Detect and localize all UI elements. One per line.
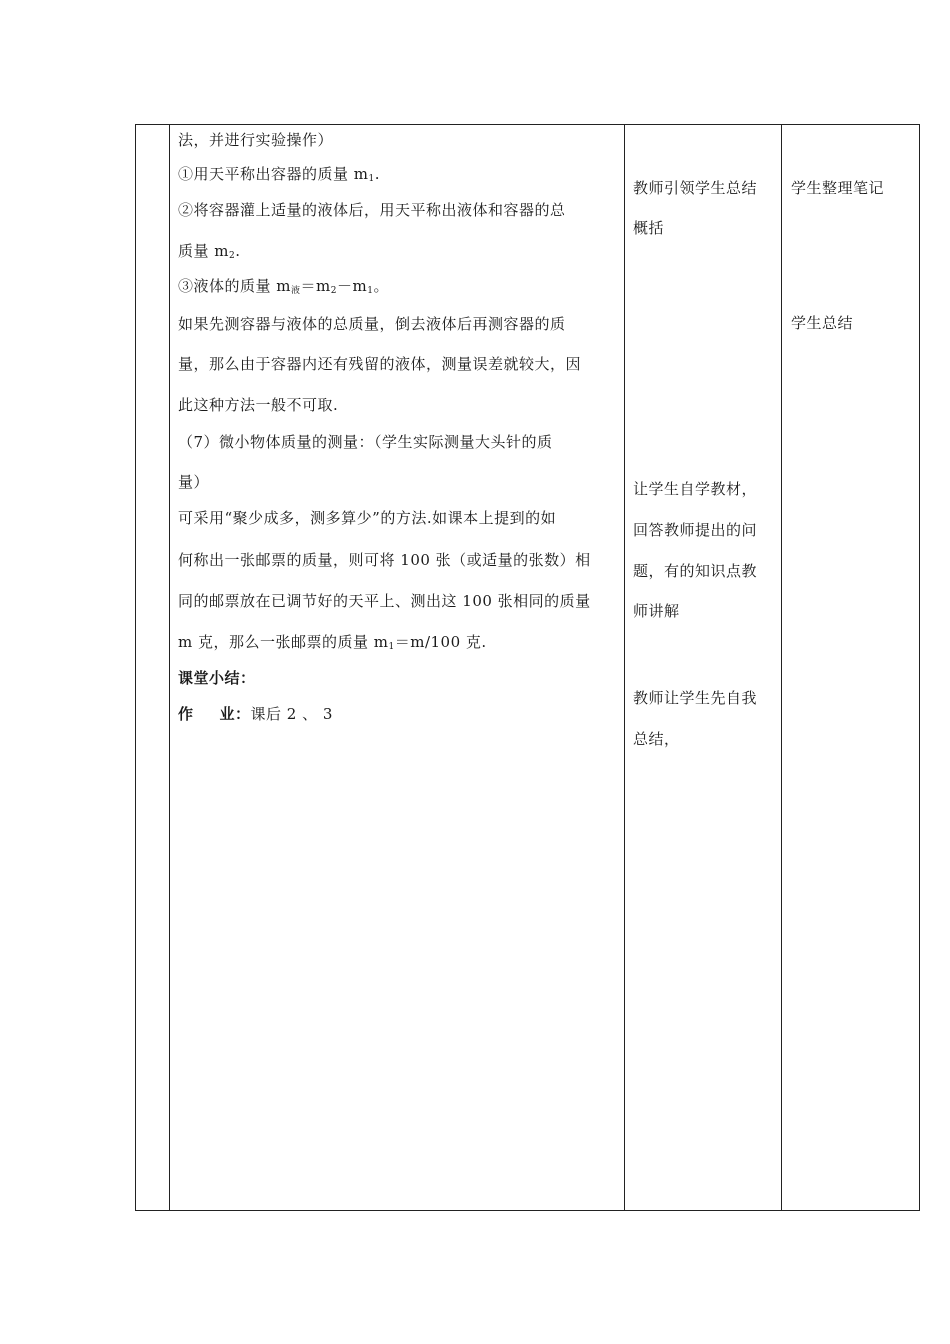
homework-label: 业： (219, 705, 251, 723)
homework-label: 作 (178, 705, 194, 723)
main-text-line: 量） (178, 473, 210, 491)
main-text-line: 量，那么由于容器内还有残留的液体，测量误差就较大，因 (178, 355, 582, 373)
teacher-text-line: 概括 (633, 219, 665, 237)
teacher-text-line: 师讲解 (633, 602, 680, 620)
teacher-text-line: 教师让学生先自我 (633, 689, 758, 707)
summary-heading: 课堂小结： (178, 669, 256, 687)
main-text-line: ②将容器灌上适量的液体后，用天平称出液体和容器的总 (178, 201, 566, 219)
homework-value: 课后 2 、 3 (250, 705, 333, 723)
teacher-text-line: 题，有的知识点教 (633, 562, 758, 580)
main-text-line: ③液体的质量 $m_液=m_2-m_1$。 (178, 277, 389, 296)
main-text-line: 同的邮票放在已调节好的天平上、测出这 100 张相同的质量 (178, 592, 591, 610)
main-text-line: （7）微小物体质量的测量：（学生实际测量大头针的质 (178, 433, 553, 451)
main-text-line: 此这种方法一般不可取. (178, 396, 339, 414)
column-divider-3 (781, 125, 782, 1210)
student-text-line: 学生整理笔记 (791, 179, 885, 197)
column-divider-1 (169, 125, 170, 1210)
main-text-line: 质量 $m_2$. (178, 242, 241, 261)
teacher-text-line: 让学生自学教材， (633, 480, 758, 498)
teacher-text-line: 教师引领学生总结 (633, 179, 758, 197)
column-divider-2 (624, 125, 625, 1210)
teacher-text-line: 总结， (633, 730, 680, 748)
main-text-line: 法，并进行实验操作） (178, 131, 334, 149)
homework-line (178, 704, 333, 724)
main-text-line: 可采用“聚少成多，测多算少”的方法.如课本上提到的如 (178, 509, 557, 527)
teacher-text-line: 回答教师提出的问 (633, 521, 758, 539)
main-text-line: ①用天平称出容器的质量 $m_1$. (178, 165, 381, 184)
main-text-line: 何称出一张邮票的质量，则可将 100 张（或适量的张数）相 (178, 551, 591, 569)
student-text-line: 学生总结 (791, 314, 854, 332)
main-text-line: m 克，那么一张邮票的质量 $m_1=m/100$ 克. (178, 633, 487, 652)
main-text-line: 如果先测容器与液体的总质量，倒去液体后再测容器的质 (178, 315, 566, 333)
